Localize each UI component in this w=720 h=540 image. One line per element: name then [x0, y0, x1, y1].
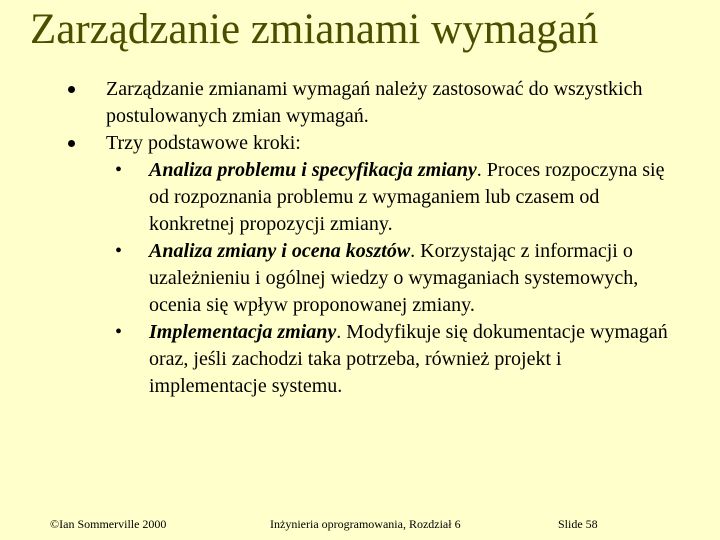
- bullet-item: [0, 130, 666, 157]
- subbullet-term: Analiza problemu i specyfikacja zmiany: [149, 159, 477, 181]
- footer-slide-number: Slide 58: [558, 517, 598, 531]
- subbullet-item: [0, 238, 669, 319]
- subbullet-text: . Korzystając z informacji o uzależnieniu i ogólnej wiedzy o wymaganiach systemowych, ocenia się wpływ proponowanej zmiany.: [149, 240, 639, 316]
- subbullet-item: [0, 157, 669, 238]
- subbullet-marker-icon: •: [115, 240, 123, 262]
- bullet-text: Trzy podstawowe kroki:: [106, 132, 301, 154]
- footer-course-title: Inżynieria oprogramowania, Rozdział 6: [270, 517, 461, 531]
- subbullet-marker-icon: •: [115, 159, 123, 181]
- subbullet-item: [0, 319, 669, 400]
- bullet-dot-icon: [68, 140, 75, 147]
- subbullet-term: Implementacja zmiany: [149, 321, 337, 343]
- slide-content: [0, 76, 720, 400]
- bullet-text: Zarządzanie zmianami wymagań należy zastosować do wszystkich postulowanych zmian wymagań.: [106, 78, 643, 127]
- subbullet-term: Analiza zmiany i ocena kosztów: [149, 240, 411, 262]
- subbullet-marker-icon: •: [115, 321, 123, 343]
- subbullet-text: . Proces rozpoczyna się od rozpoznania problemu z wymaganiem lub czasem od konkretnej propozycji zmiany.: [149, 159, 665, 235]
- bullet-dot-icon: [68, 86, 75, 93]
- slide-title: Zarządzanie zmianami wymagań: [30, 6, 599, 53]
- subbullet-text: . Modyfikuje się dokumentacje wymagań oraz, jeśli zachodzi taka potrzeba, również projekt i implementacje systemu.: [149, 321, 668, 397]
- bullet-item: [0, 76, 666, 130]
- footer-copyright: ©Ian Sommerville 2000: [50, 517, 167, 531]
